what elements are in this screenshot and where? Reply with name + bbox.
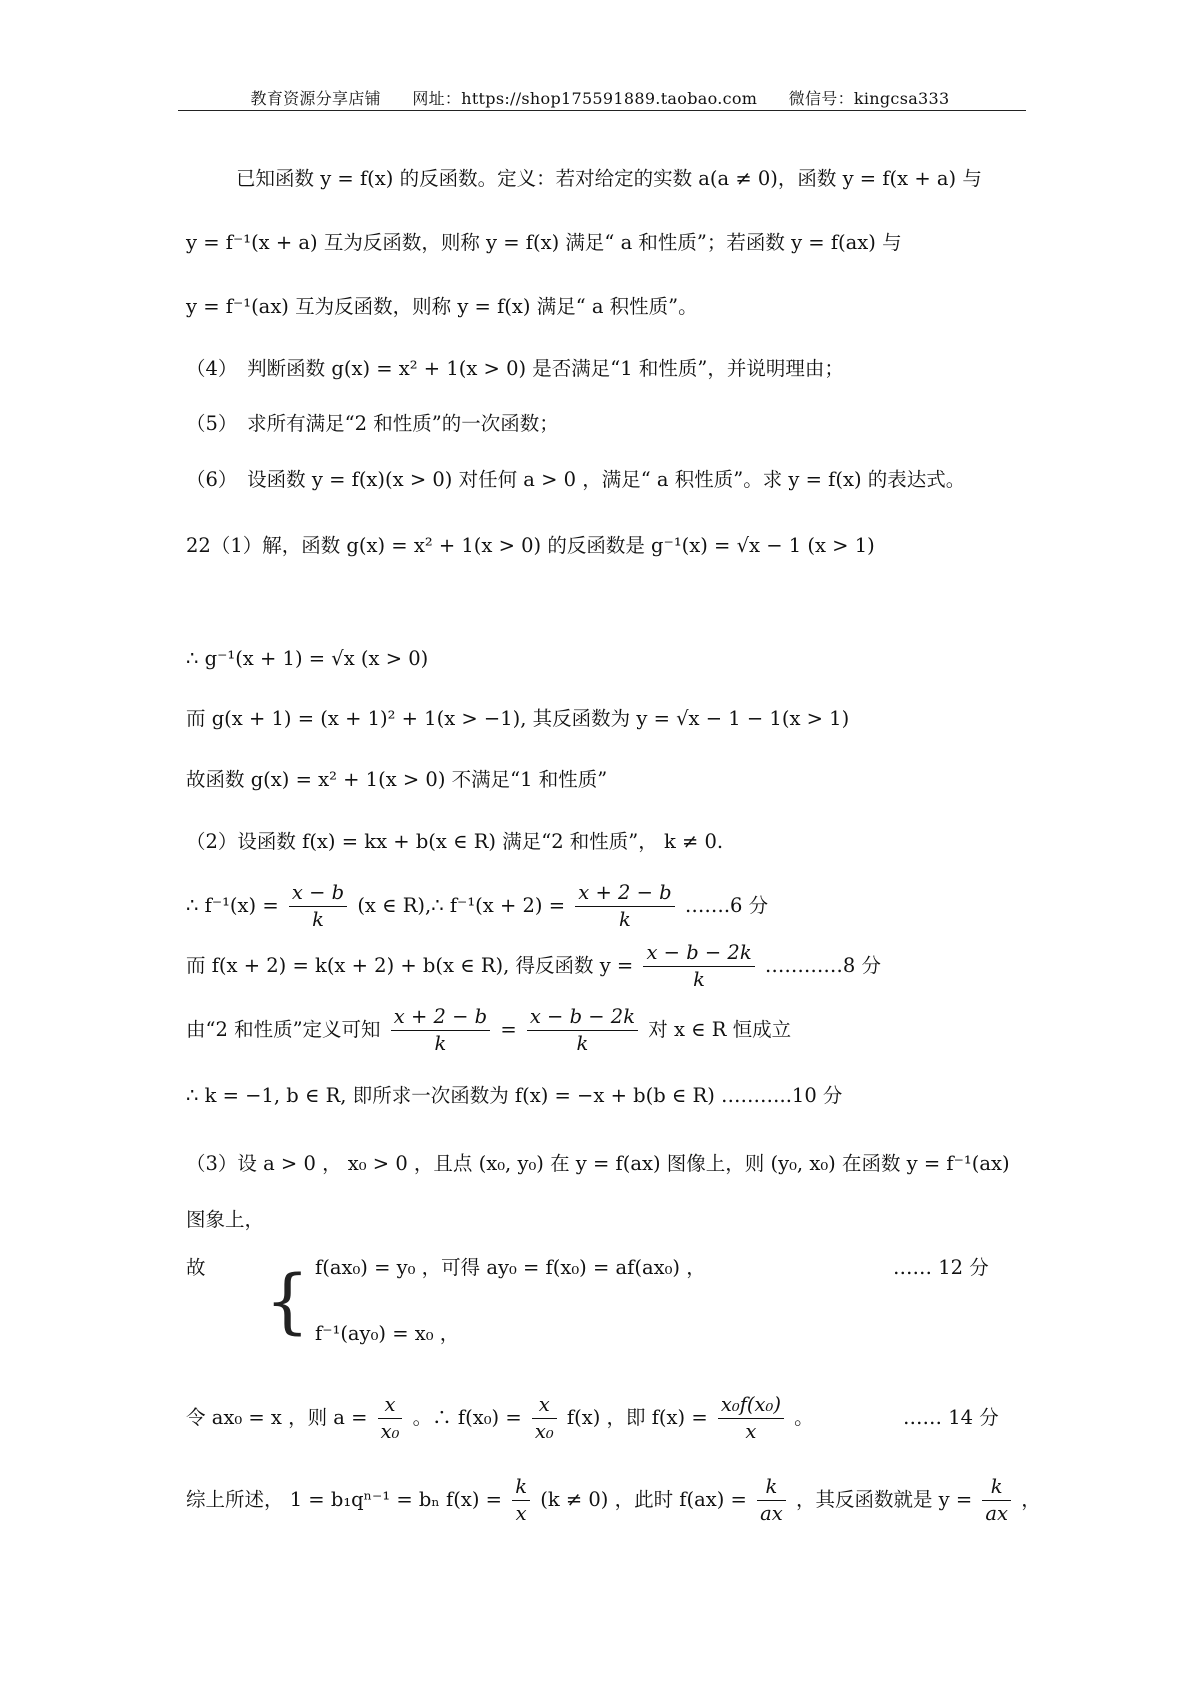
problem-intro-line3: y = f⁻¹(ax) 互为反函数，则称 y = f(x) 满足“ a 积性质”。	[186, 295, 698, 318]
solution-gu: 故	[186, 1256, 206, 1279]
question-5: （5） 求所有满足“2 和性质”的一次函数；	[186, 412, 559, 435]
solution-line-7: 而 f(x + 2) = k(x + 2) + b(x ∈ R), 得反函数 y = $\frac{x - b - 2k}{k}$ …………8 分	[186, 941, 881, 991]
solution-line-11: 图象上，	[186, 1208, 265, 1231]
score-14: …… 14 分	[903, 1406, 999, 1429]
system-brace: {	[265, 1260, 310, 1342]
problem-intro-line2: y = f⁻¹(x + a) 互为反函数，则称 y = f(x) 满足“ a 和性质”；若函数 y = f(ax) 与	[186, 231, 902, 254]
fraction-inverse: $\frac{x - b}{k}$	[289, 880, 347, 933]
header-website: 网址：https://shop175591889.taobao.com	[412, 89, 758, 108]
problem-intro-line1: 已知函数 y = f(x) 的反函数。定义：若对给定的实数 a(a ≠ 0)，函数 y = f(x + a) 与	[236, 167, 982, 190]
fraction-k-ax-inverse: $\frac{k}{ax}$	[982, 1474, 1011, 1527]
question-6: （6） 设函数 y = f(x)(x > 0) 对任何 a > 0 ，满足“ a 积性质”。求 y = f(x) 的表达式。	[186, 468, 966, 491]
solution-line-6: ∴ f⁻¹(x) = $\frac{x - b}{k}$ (x ∈ R),∴ f⁻¹(x + 2) = $\frac{x + 2 - b}{k}$ …….6 分	[186, 881, 769, 931]
fraction-k-ax: $\frac{k}{ax}$	[757, 1474, 786, 1527]
solution-line-3: 而 g(x + 1) = (x + 1)² + 1(x > −1), 其反函数为 y = √x − 1 − 1(x > 1)	[186, 707, 850, 730]
header-rule	[178, 110, 1026, 111]
system-equation-1: f(ax₀) = y₀ ，可得 ay₀ = f(x₀) = af(ax₀) ，	[315, 1256, 706, 1279]
system-equation-2: f⁻¹(ay₀) = x₀ ，	[315, 1322, 460, 1345]
solution-line-2: ∴ g⁻¹(x + 1) = √x (x > 0)	[186, 647, 429, 670]
header-shop: 教育资源分享店铺	[250, 89, 381, 108]
fraction-shift-inverse: $\frac{x - b - 2k}{k}$	[643, 940, 754, 993]
fraction-a: $\frac{x}{\text{x₀}}$	[378, 1392, 403, 1445]
fraction-fx: $\frac{\text{x₀f(x₀)}}{x}$	[718, 1392, 784, 1445]
fraction-inverse-shift: $\frac{x + 2 - b}{k}$	[575, 880, 674, 933]
fraction-fx0: $\frac{x}{\text{x₀}}$	[532, 1392, 557, 1445]
header-wechat: 微信号：kingcsa333	[788, 89, 950, 108]
fraction-left: $\frac{x + 2 - b}{k}$	[391, 1004, 490, 1057]
fraction-right: $\frac{x - b - 2k}{k}$	[527, 1004, 638, 1057]
solution-line-4: 故函数 g(x) = x² + 1(x > 0) 不满足“1 和性质”	[186, 768, 608, 791]
solution-line-9: ∴ k = −1, b ∈ R, 即所求一次函数为 f(x) = −x + b(b ∈ R) ………..10 分	[186, 1084, 843, 1107]
score-12: …… 12 分	[893, 1256, 989, 1279]
solution-line-8: 由“2 和性质”定义可知 $\frac{x + 2 - b}{k}$ = $\frac{x - b - 2k}{k}$ 对 x ∈ R 恒成立	[186, 1005, 792, 1055]
page-header	[0, 86, 1200, 109]
solution-line-13: 令 ax₀ = x ，则 a = $\frac{x}{\text{x₀}}$ 。∴ f(x₀) = $\frac{x}{\text{x₀}}$ f(x) ，即 f(x) = $\frac{\text{x₀f(x₀)}}{x}$ 。	[186, 1393, 814, 1443]
solution-line-1: 22（1）解，函数 g(x) = x² + 1(x > 0) 的反函数是 g⁻¹(x) = √x − 1 (x > 1)	[186, 534, 875, 557]
fraction-k-x: $\frac{k}{x}$	[512, 1474, 530, 1527]
solution-line-5: （2）设函数 f(x) = kx + b(x ∈ R) 满足“2 和性质”， k ≠ 0.	[186, 830, 724, 853]
solution-line-14: 综上所述， 1 = b₁qⁿ⁻¹ = bₙ f(x) = $\frac{k}{x}$ (k ≠ 0) ，此时 f(ax) = $\frac{k}{ax}$ ，其反函数就是 y = $\frac{k}{ax}$ ，	[186, 1475, 1041, 1525]
solution-line-10: （3）设 a > 0 ， x₀ > 0 ，且点 (x₀, y₀) 在 y = f(ax) 图像上，则 (y₀, x₀) 在函数 y = f⁻¹(ax)	[186, 1152, 1010, 1175]
question-4: （4） 判断函数 g(x) = x² + 1(x > 0) 是否满足“1 和性质”，并说明理由；	[186, 357, 844, 380]
